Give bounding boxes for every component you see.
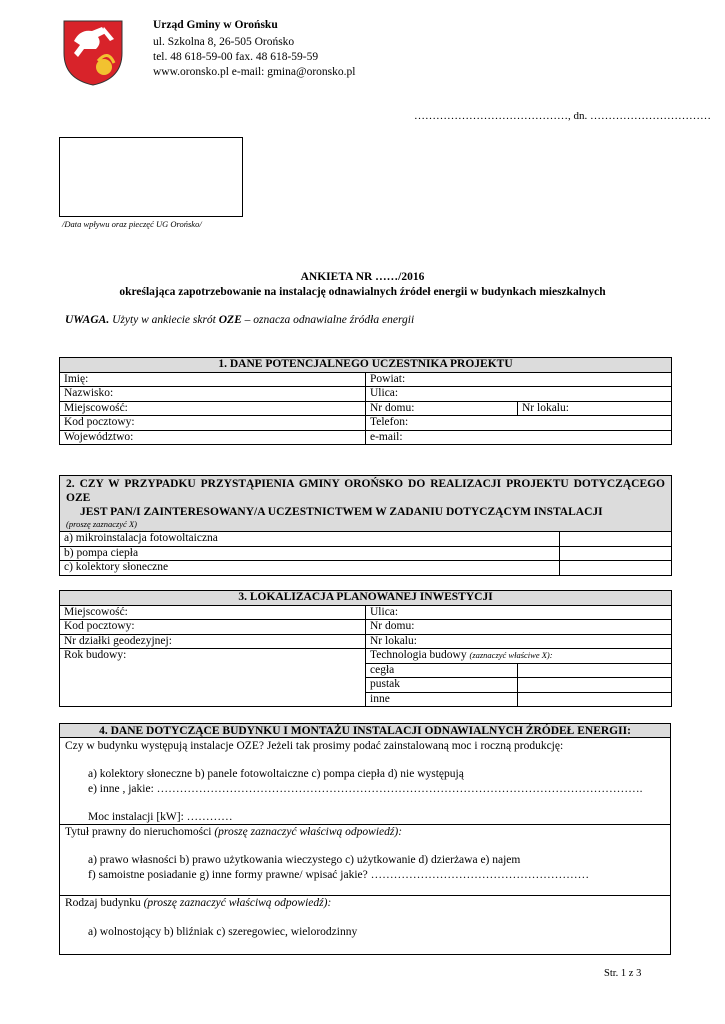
receipt-stamp-box [59, 137, 243, 217]
field-nazwisko[interactable]: Nazwisko: [60, 387, 366, 402]
material-label: inne [366, 692, 518, 707]
section2-heading [60, 476, 672, 532]
material-label: cegła [366, 663, 518, 678]
office-name: Urząd Gminy w Orońsku [153, 19, 278, 31]
section3-heading: 3. LOKALIZACJA PLANOWANEJ INWESTYCJI [60, 591, 672, 606]
q2-options-line1[interactable]: a) prawo własności b) prawo użytkowania wieczystego c) użytkowanie d) dzierżawa e) najem [88, 854, 521, 866]
material-label: pustak [366, 678, 518, 693]
q3-label [65, 897, 331, 909]
survey-number: ANKIETA NR ……/2016 [300, 271, 425, 283]
q2-options-line2[interactable]: f) samoistne posiadanie g) inne formy prawne/ wpisać jakie? ………………………………………………… [88, 869, 590, 881]
section3-table [59, 590, 672, 707]
field-nr-domu[interactable]: Nr domu: [366, 401, 518, 416]
q1-options[interactable]: a) kolektory słoneczne b) panele fotowoltaiczne c) pompa ciepła d) nie występują [88, 768, 464, 780]
section2-heading-line2: JEST PAN/I ZAINTERESOWANY/A UCZESTNICTWEM W ZADANIU DOTYCZĄCYM INSTALACJI [80, 506, 603, 518]
loc-kod[interactable]: Kod pocztowy: [60, 620, 366, 635]
option-label: a) mikroinstalacja fotowoltaiczna [60, 532, 560, 547]
q1-power[interactable]: Moc instalacji [kW]: ………… [88, 811, 233, 823]
field-wojewodztwo[interactable]: Województwo: [60, 430, 366, 445]
q1-other[interactable]: e) inne , jakie: ………………………………………………………………………………………………………………. [88, 783, 643, 795]
loc-miejscowosc[interactable]: Miejscowość: [60, 605, 366, 620]
field-miejscowosc[interactable]: Miejscowość: [60, 401, 366, 416]
field-nr-lokalu[interactable]: Nr lokalu: [518, 401, 672, 416]
q3-label-text: Rodzaj budynku [65, 897, 144, 909]
q1-text: Czy w budynku występują instalacje OZE? Jeżeli tak prosimy podać zainstalowaną moc i roczną produkcję: [65, 740, 564, 752]
option-checkbox-heat-pump[interactable] [560, 546, 672, 561]
note [65, 314, 414, 326]
section4-heading: 4. DANE DOTYCZĄCE BUDYNKU I MONTAŻU INSTALACJI ODNAWIALNYCH ŹRÓDEŁ ENERGII: [59, 723, 671, 738]
q2-label [65, 826, 402, 838]
divider [59, 824, 671, 825]
material-checkbox-other[interactable] [518, 692, 672, 707]
section2-heading-line1: 2. CZY W PRZYPADKU PRZYSTĄPIENIA GMINY OROŃSKO DO REALIZACJI PROJEKTU DOTYCZĄCEGO OZE [66, 478, 665, 504]
option-checkbox-pv[interactable] [560, 532, 672, 547]
loc-rok[interactable]: Rok budowy: [60, 649, 366, 707]
q2-hint: (proszę zaznaczyć właściwą odpowiedź): [214, 826, 403, 838]
place-date-field[interactable]: ……………………………………, dn. …………………………… [414, 110, 711, 122]
field-kod[interactable]: Kod pocztowy: [60, 416, 366, 431]
field-ulica[interactable]: Ulica: [366, 387, 672, 402]
field-imie[interactable]: Imię: [60, 372, 366, 387]
field-telefon[interactable]: Telefon: [366, 416, 672, 431]
section2-table [59, 475, 672, 576]
option-checkbox-solar[interactable] [560, 561, 672, 576]
q3-hint: (proszę zaznaczyć właściwą odpowiedź): [143, 897, 332, 909]
technology-text: Technologia budowy [370, 649, 467, 661]
loc-dzialka[interactable]: Nr działki geodezyjnej: [60, 634, 366, 649]
note-rest: – oznacza odnawialne źródła energii [241, 314, 415, 326]
office-address: ul. Szkolna 8, 26-505 Orońsko [153, 36, 295, 48]
material-checkbox-block[interactable] [518, 678, 672, 693]
note-text: Użyty w ankiecie skrót [109, 314, 219, 326]
technology-label [366, 649, 672, 664]
section4-box [59, 723, 671, 955]
section2-hint: (proszę zaznaczyć X) [66, 519, 137, 529]
municipal-crest-logo [62, 19, 124, 87]
section1-table [59, 357, 672, 445]
loc-nr-domu[interactable]: Nr domu: [366, 620, 672, 635]
field-powiat[interactable]: Powiat: [366, 372, 672, 387]
option-label: c) kolektory słoneczne [60, 561, 560, 576]
loc-nr-lokalu[interactable]: Nr lokalu: [366, 634, 672, 649]
q3-options[interactable]: a) wolnostojący b) bliźniak c) szeregowiec, wielorodzinny [88, 926, 358, 938]
section1-heading: 1. DANE POTENCJALNEGO UCZESTNIKA PROJEKTU [60, 358, 672, 373]
technology-hint: (zaznaczyć właściwe X): [469, 650, 553, 660]
survey-title: określająca zapotrzebowanie na instalację odnawialnych źródeł energii w budynkach mieszkalnych [119, 286, 606, 298]
q2-label-text: Tytuł prawny do nieruchomości [65, 826, 215, 838]
divider [59, 895, 671, 896]
note-label: UWAGA. [65, 314, 110, 326]
note-abbr: OZE [218, 314, 242, 326]
page-number: Str. 1 z 3 [604, 968, 642, 979]
office-web-email: www.oronsko.pl e-mail: gmina@oronsko.pl [153, 66, 356, 78]
option-label: b) pompa ciepła [60, 546, 560, 561]
stamp-caption: /Data wpływu oraz pieczęć UG Orońsko/ [62, 219, 202, 229]
field-email[interactable]: e-mail: [366, 430, 672, 445]
material-checkbox-brick[interactable] [518, 663, 672, 678]
loc-ulica[interactable]: Ulica: [366, 605, 672, 620]
office-phones: tel. 48 618-59-00 fax. 48 618-59-59 [153, 51, 319, 63]
